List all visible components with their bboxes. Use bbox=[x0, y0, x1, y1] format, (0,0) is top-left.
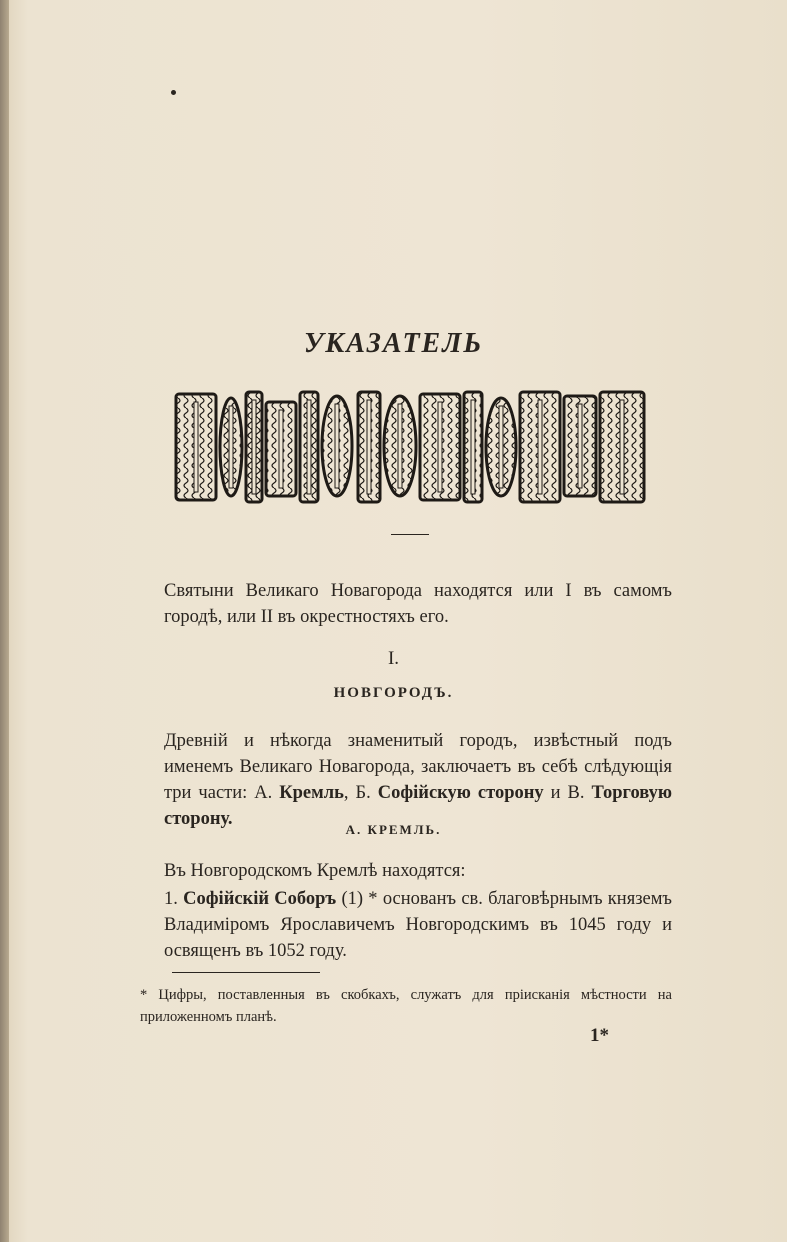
signature-mark: 1* bbox=[590, 1025, 609, 1046]
ornate-letter-stroke-8 bbox=[398, 404, 402, 488]
ornate-letter-stroke-10 bbox=[471, 400, 475, 494]
title-small: УКАЗАТЕЛЬ bbox=[303, 328, 484, 359]
footnote: * Цифры, поставленныя въ скобкахъ, служатъ для пріисканія мѣстности на приложенномъ планѣ. bbox=[140, 987, 672, 1025]
ornate-letter-stroke-9 bbox=[438, 402, 442, 492]
ornate-letter-stroke-5 bbox=[307, 400, 311, 494]
ornate-letter-stroke-1 bbox=[194, 402, 198, 492]
item-1-paragraph: 1. Софійскій Соборъ (1) * основанъ св. благовѣрнымъ княземъ Владиміромъ Ярославичемъ Новгородскимъ въ 1045 году и освященъ въ 1052 году. bbox=[164, 889, 672, 961]
part-c-name: Торговую сторону. bbox=[164, 783, 672, 829]
item-1-name: Софійскій Соборъ bbox=[183, 889, 337, 909]
subsection-title: А. КРЕМЛЬ. bbox=[345, 822, 442, 837]
ornate-letter-stroke-12 bbox=[538, 400, 542, 494]
description-paragraph: Древній и нѣкогда знаменитый городъ, извѣстный подъ именемъ Великаго Новагорода, заключаетъ въ себѣ слѣдующія три части: А. Кремль, Б. Софійскую сторону и В. Торговую сторону. bbox=[164, 731, 672, 829]
kremlin-intro-line: Въ Новгородскомъ Кремлѣ находятся: bbox=[164, 861, 466, 881]
footnote-rule bbox=[172, 972, 320, 973]
part-a-name: Кремль bbox=[279, 783, 344, 803]
ornate-letter-stroke-11 bbox=[499, 406, 503, 488]
title-ornate-text: ВЕЛИКАГО НОВГОРОДА bbox=[405, 500, 417, 501]
ornate-letter-stroke-4 bbox=[279, 410, 283, 488]
page-spine-edge bbox=[0, 0, 9, 1242]
ornate-letter-stroke-6 bbox=[335, 404, 339, 488]
ornate-letter-stroke-2 bbox=[229, 406, 233, 488]
section-title: НОВГОРОДЪ. bbox=[333, 685, 454, 701]
ornate-letter-stroke-13 bbox=[578, 404, 582, 488]
intro-paragraph: Святыни Великаго Новагорода находятся или I въ самомъ городѣ, или II въ окрестностяхъ его. bbox=[164, 581, 672, 627]
ornate-letter-stroke-7 bbox=[367, 400, 371, 494]
ornate-letter-stroke-3 bbox=[252, 400, 256, 494]
section-number: I. bbox=[387, 648, 400, 669]
ink-speck bbox=[171, 90, 176, 95]
part-b-name: Софійскую сторону bbox=[377, 783, 544, 803]
title-ornate bbox=[174, 388, 648, 506]
divider-rule bbox=[391, 534, 429, 535]
ornate-letter-stroke-14 bbox=[620, 400, 624, 494]
